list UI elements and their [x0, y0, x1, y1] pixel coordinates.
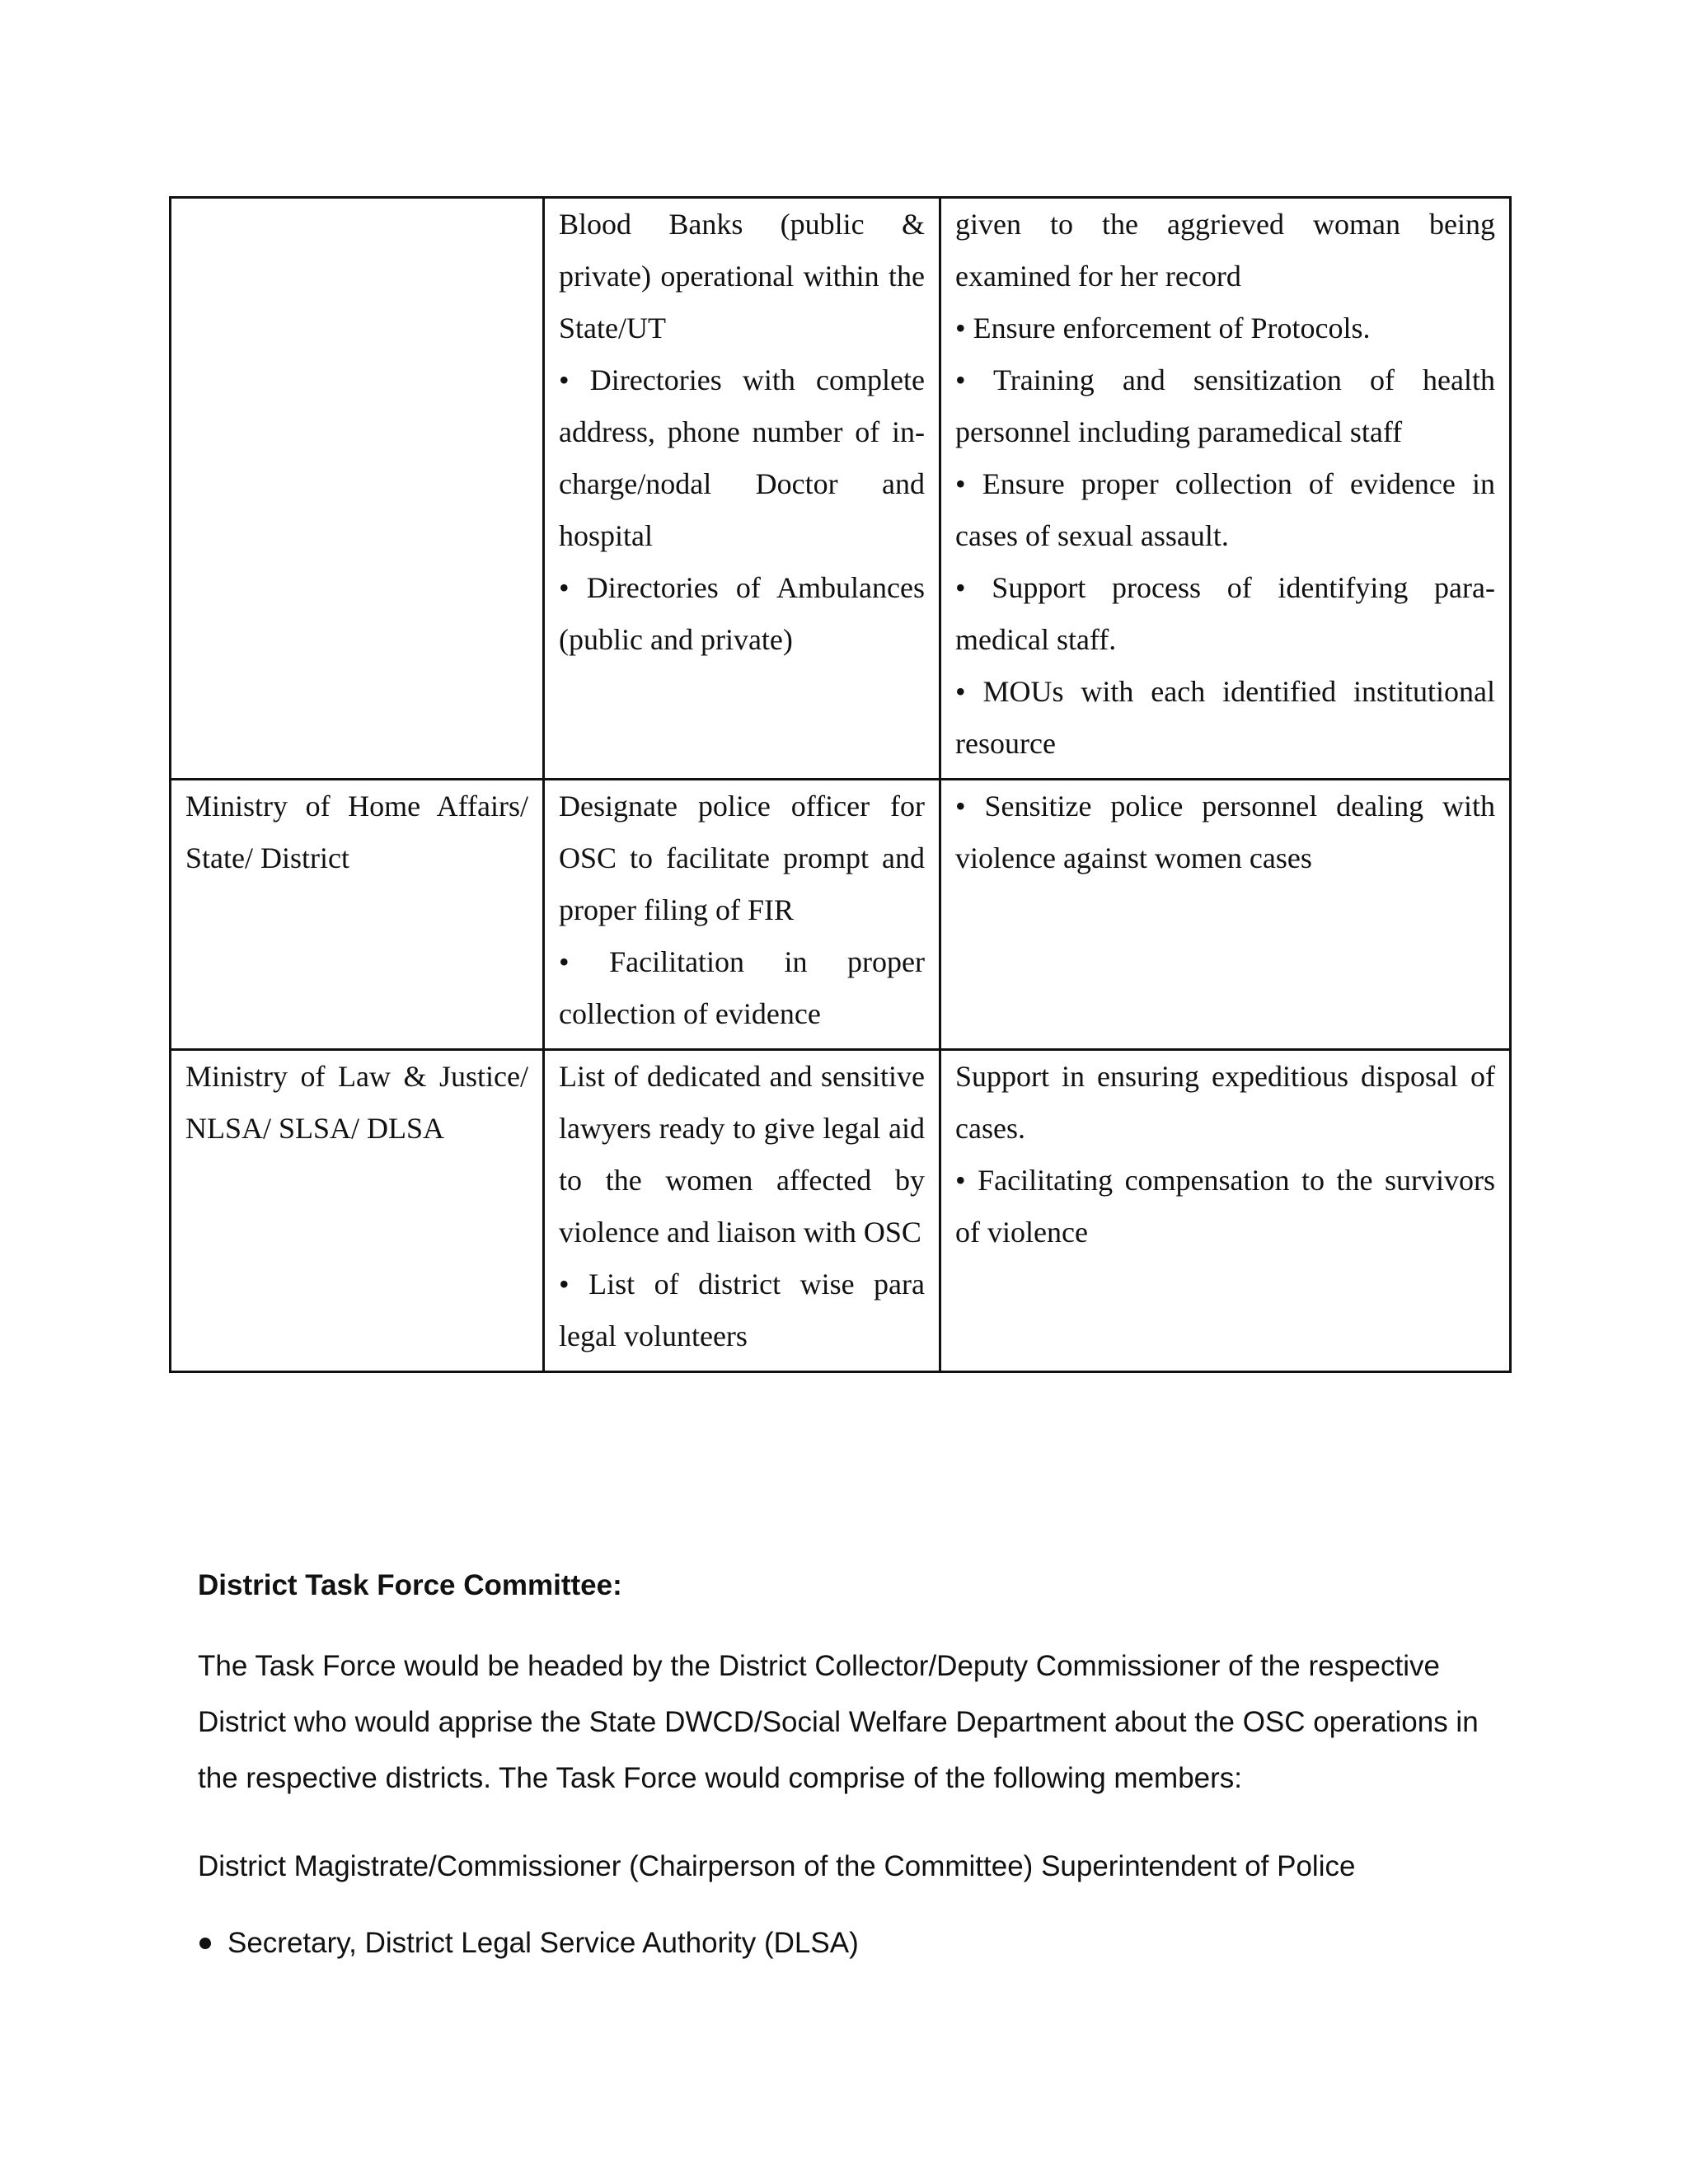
resource-item: Blood Banks (public & private) operational within the State/UT [559, 208, 925, 344]
agency-cell: Ministry of Law & Justice/ NLSA/ SLSA/ DLSA [171, 1050, 544, 1372]
role-item: • Support process of identifying para-medical staff. [955, 571, 1495, 656]
resource-item: List of dedicated and sensitive lawyers ready to give legal aid to the women affected by violence and liaison with OSC [559, 1060, 925, 1249]
table-row [171, 198, 1511, 780]
role-cell [940, 1050, 1511, 1372]
responsibilities-table [169, 196, 1512, 1373]
role-item: • MOUs with each identified institutional resource [955, 675, 1495, 760]
agency-cell [171, 198, 544, 780]
role-item: • Ensure proper collection of evidence in cases of sexual assault. [955, 467, 1495, 552]
resources-cell [544, 1050, 940, 1372]
role-item: • Training and sensitization of health personnel including paramedical staff [955, 363, 1495, 448]
role-item: • Facilitating compensation to the survivors of violence [955, 1164, 1495, 1249]
resource-item: • List of district wise para legal volunteers [559, 1268, 925, 1352]
role-item: given to the aggrieved woman being examined for her record [955, 208, 1495, 293]
role-cell [940, 780, 1511, 1050]
table-row [171, 1050, 1511, 1372]
agency-cell: Ministry of Home Affairs/ State/ District [171, 780, 544, 1050]
role-item: • Sensitize police personnel dealing with violence against women cases [955, 790, 1495, 874]
members-line: District Magistrate/Commissioner (Chairperson of the Committee) Superintendent of Police [198, 1850, 1356, 1882]
section-heading: District Task Force Committee: [198, 1569, 622, 1601]
resource-item: • Directories of Ambulances (public and private) [559, 571, 925, 656]
role-cell [940, 198, 1511, 780]
bullet-icon [199, 1938, 211, 1949]
resources-cell [544, 198, 940, 780]
table-row [171, 780, 1511, 1050]
list-item-text: Secretary, District Legal Service Authority (DLSA) [227, 1927, 859, 1959]
role-item: • Ensure enforcement of Protocols. [955, 312, 1371, 344]
list-item [198, 1924, 859, 1963]
resource-item: • Directories with complete address, phone number of in-charge/nodal Doctor and hospital [559, 363, 925, 552]
role-item: Support in ensuring expeditious disposal of cases. [955, 1060, 1495, 1145]
resource-item: Designate police officer for OSC to facilitate prompt and proper filing of FIR [559, 790, 925, 926]
task-force-paragraph: The Task Force would be headed by the District Collector/Deputy Commissioner of the respective District who would apprise the State DWCD/Social Welfare Department about the OSC operations in the respective districts. The Task Force would comprise of the following members: [198, 1650, 1479, 1794]
resource-item: • Facilitation in proper collection of evidence [559, 945, 925, 1030]
resources-cell [544, 780, 940, 1050]
